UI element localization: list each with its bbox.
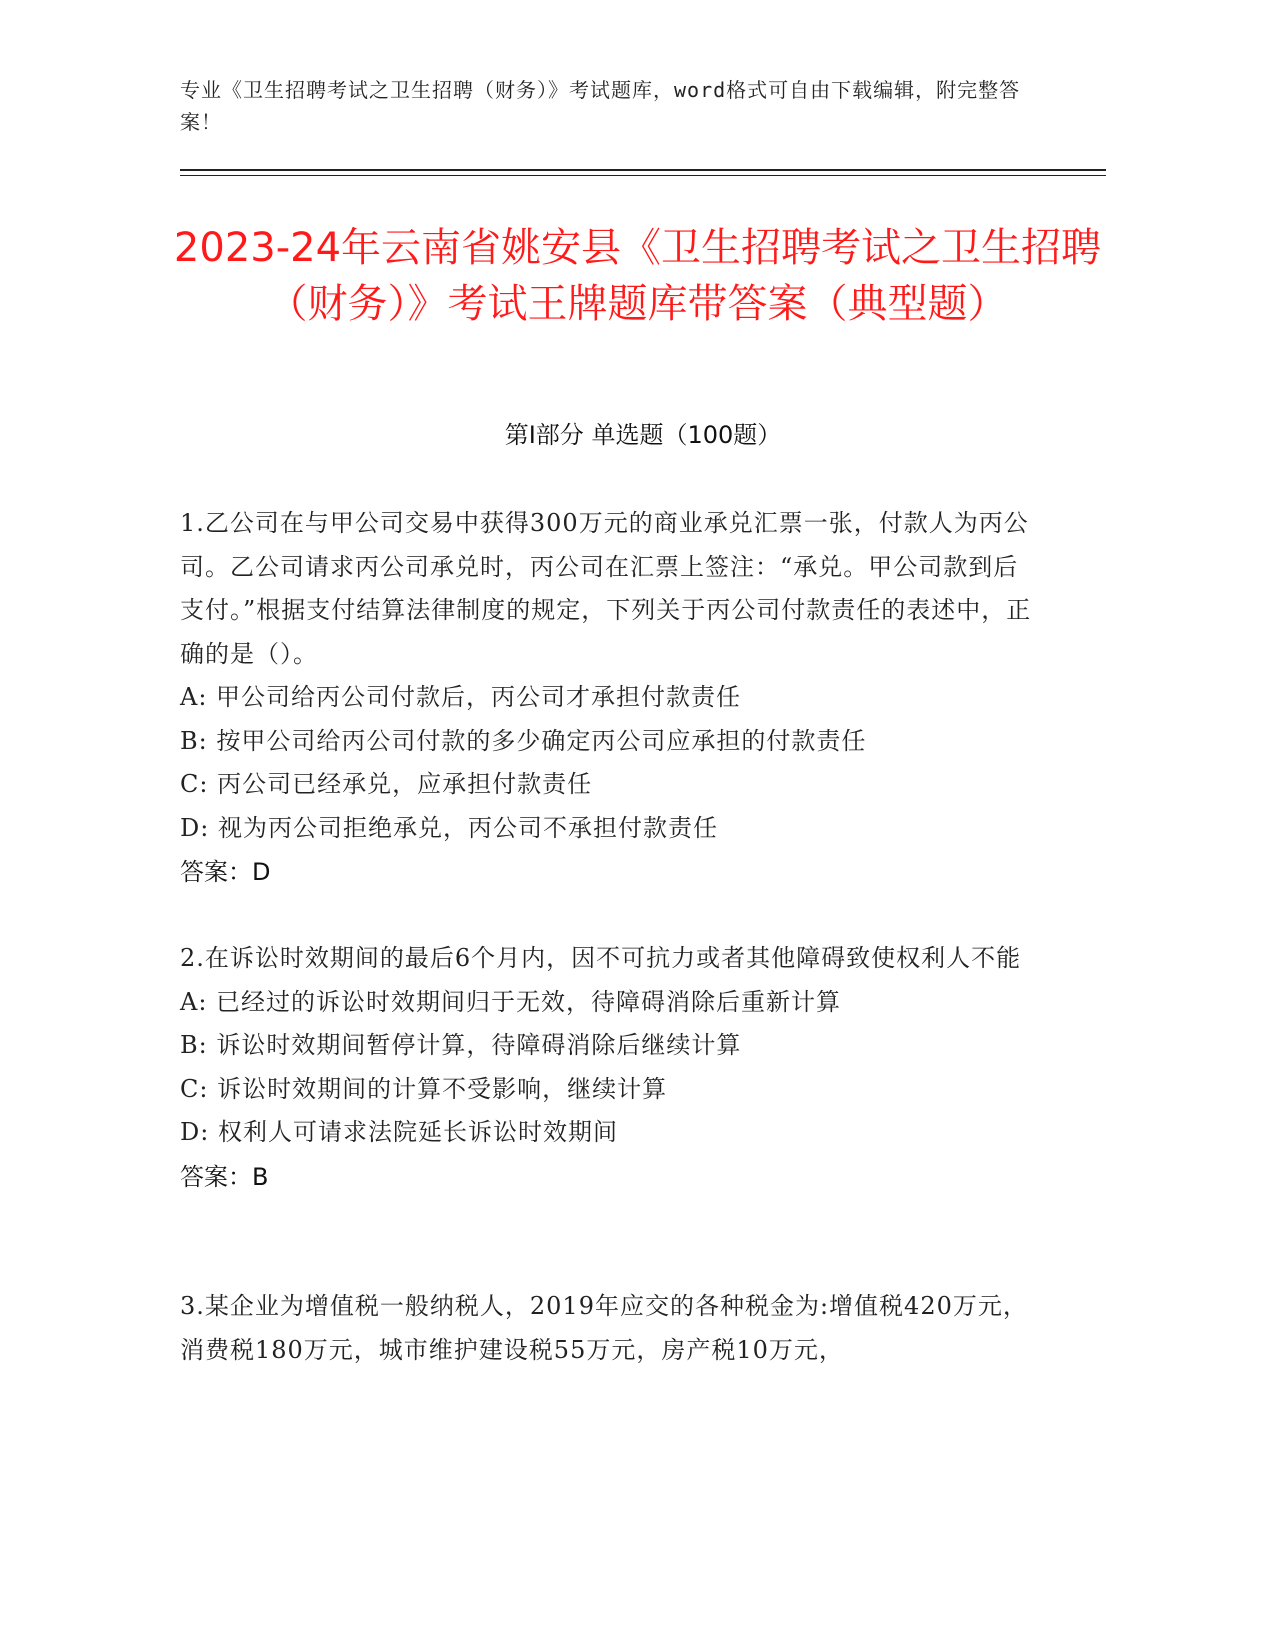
question-item <box>180 502 1040 894</box>
document-title: 2023-24年云南省姚安县《卫生招聘考试之卫生招聘（财务）》考试王牌题库带答案（典型题） <box>173 225 1102 327</box>
header-divider <box>180 169 1106 171</box>
option-a: A: 已经过的诉讼时效期间归于无效，待障碍消除后重新计算 <box>180 987 842 1016</box>
header-divider-thin <box>180 175 1106 176</box>
option-a: A: 甲公司给丙公司付款后，丙公司才承担付款责任 <box>180 683 742 711</box>
question-item <box>180 937 1040 1199</box>
question-text: 2.在诉讼时效期间的最后6个月内，因不可抗力或者其他障碍致使权利人不能 <box>180 944 1022 972</box>
section-heading: 第I部分 单选题（100题） <box>504 421 782 449</box>
question-text: 1.乙公司在与甲公司交易中获得300万元的商业承兑汇票一张，付款人为丙公司。乙公司请求丙公司承兑时，丙公司在汇票上签注：“承兑。甲公司款到后支付。”根据支付结算法律制度的规定，下列关于丙公司付款责任的表述中，正确的是（）。 <box>180 509 1032 668</box>
header-note: 专业《卫生招聘考试之卫生招聘（财务）》考试题库，word格式可自由下载编辑，附完整答案！ <box>180 78 1021 134</box>
option-c: C: 丙公司已经承兑，应承担付款责任 <box>180 770 593 798</box>
question-item <box>180 1285 1040 1372</box>
question-text: 3.某企业为增值税一般纳税人，2019年应交的各种税金为:增值税420万元，消费税180万元，城市维护建设税55万元，房产税10万元， <box>180 1292 1028 1364</box>
option-b: B: 按甲公司给丙公司付款的多少确定丙公司应承担的付款责任 <box>180 726 867 755</box>
option-d: D: 视为丙公司拒绝承兑，丙公司不承担付款责任 <box>180 813 718 842</box>
answer-line: 答案：D <box>180 858 271 886</box>
option-d: D: 权利人可请求法院延长诉讼时效期间 <box>180 1118 618 1146</box>
option-b: B: 诉讼时效期间暂停计算，待障碍消除后继续计算 <box>180 1031 742 1059</box>
option-c: C: 诉讼时效期间的计算不受影响，继续计算 <box>180 1074 668 1103</box>
answer-line: 答案：B <box>180 1162 269 1191</box>
